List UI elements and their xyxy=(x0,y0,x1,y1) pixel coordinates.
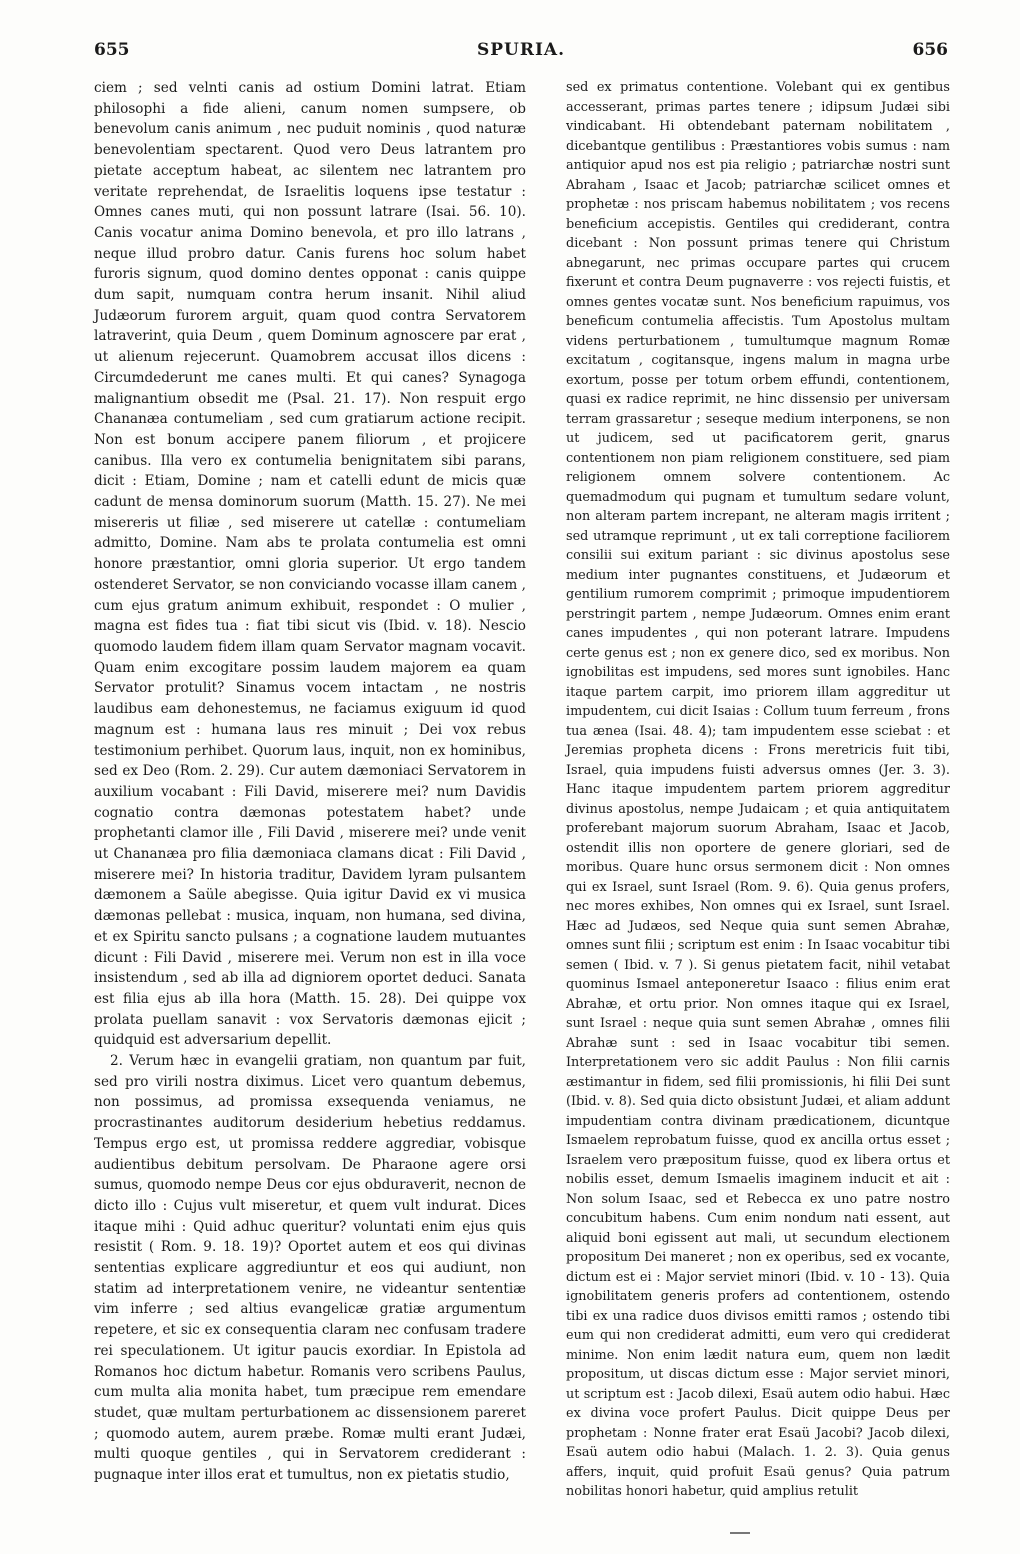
left-page-number: 655 xyxy=(94,40,130,60)
right-paragraph-1: sed ex primatus contentione. Volebant qui ex gentibus accesserant, primas partes tenere ; idipsum Judæi sibi vindicabant. Hi obtendebant paternam nobilitatem , dicebantque gentilibus : Præstantiores vobis sumus : nam antiquior apud nos est pia religio ; patriarchæ nostri sunt Abraham , Isaac et Jacob; patriarchæ scilicet omnes et prophetæ : nos priscam habemus nobilitatem ; vos recens beneficium accepistis. Gentiles qui crediderant, contra dicebant : Non possunt primas tenere qui Christum abnegarunt, nec primas occupare partes qui crucem fixerunt et contra Deum pugnaverre : vos rejecti fuistis, et omnes gentes vocatæ sunt. Nos beneficium rapuimus, vos beneficum contumelia affecistis. Tum Apostolus multam videns perturbationem , tumultumque magnum Romæ excitatum , cogitansque, ingens malum in magna urbe exortum, posse per totum orbem effundi, contentionem, quasi ex radice reprimit, ne hinc dissensio per universam terram grassaretur ; seseque medium interponens, se non ut judicem, sed ut pacificatorem gerit, gnarus contentionem non piam religionem constituere, sed piam religionem omnem solvere contentionem. Ac quemadmodum qui pugnam et tumultum sedare volunt, non alteram partem increpant, ne alteram magis irritent ; sed utramque reprimunt , ut ex tali correptione faciliorem consilii sui exitum pariant : sic divinus apostolus sese medium inter pugnantes constituens, et Judæorum et gentilium rumorem comprimit ; primoque impudentiorem perstringit partem , nempe Judæorum. Omnes enim erant canes impudentes , qui non poterant latrare. Impudens certe genus est ; non ex genere dico, sed ex moribus. Non ignobilitas est impudens, sed mores sunt ignobiles. Hanc itaque partem carpit, imo priorem illam aggreditur ut impudentem, cui dicit Isaias : Collum tuum ferreum , frons tua ænea (Isai. 48. 4); tam impudentem esse sciebat : et Jeremias propheta dicens : Frons meretricis fuit tibi, Israel, quia impudens fuisti adversus omnes (Jer. 3. 3). Hanc itaque impudentem partem priorem aggreditur divinus apostolus, nempe Judaicam ; et quia antiquitatem proferebant majorum suorum Abraham, Isaac et Jacob, ostendit illis non oportere de genere gloriari, sed de moribus. Quare hunc orsus sermonem dicit : Non omnes qui ex Israel, sunt Israel (Rom. 9. 6). Quia genus profers, nec mores exhibes, Non omnes qui ex Israel, sunt Israel. Hæc ad Judæos, sed Neque quia sunt semen Abrahæ, omnes sunt filii ; scriptum est enim : In Isaac vocabitur tibi semen ( Ibid. v. 7 ). Si genus pietatem facit, nihil vetabat quominus Ismael anteponeretur Isaaco : filius enim erat Abrahæ, et ortu prior. Non omnes itaque qui ex Israel, sunt Israel : neque quia sunt semen Abrahæ , omnes filii Abrahæ sunt : sed in Isaac vocabitur tibi semen. Interpretationem vero sic addit Paulus : Non filii carnis æstimantur in fidem, sed filii promissionis, hi filii Dei sunt (Ibid. v. 8). Sed quia dicto obsistunt Judæi, et aliam addunt impudentiam contra divinam prædicationem, dicuntque Ismaelem reprobatum fuisse, quod ex ancilla ortus esset ; Israelem vero præpositum fuisse, quod ex libera ortus et nobilis esset, demum Ismaelis imaginem inducit et ait : Non solum Isaac, sed et Rebecca ex uno patre nostro concubitum habens. Cum enim nondum nati essent, aut aliquid boni egissent aut mali, ut secundum electionem propositum Dei maneret ; non ex operibus, sed ex vocante, dictum est ei : Major serviet minori (Ibid. v. 10 - 13). Quia ignobilitatem generis profers ad contentionem, ostendo tibi ex una radice duos divisos emitti ramos ; ostendo tibi eum qui non crediderat admitti, eum vero qui crediderat minime. Non enim lædit natura eum, quem non lædit propositum, ut discas dictum esse : Major serviet minori, ut scriptum est : Jacob dilexi, Esaü autem odio habui. Hæc ex divina voce profert Paulus. Dicit quippe Deus per prophetam : Nonne frater erat Esaü Jacobi? Jacob dilexi, Esaü autem odio habui (Malach. 1. 2. 3). Quia genus affers, inquit, quid profuit Esaü genus? Quia patrum nobilitas honori habetur, quid amplius retulit xyxy=(566,80,950,1499)
left-paragraph-1: ciem ; sed velnti canis ad ostium Domini latrat. Etiam philosophi a fide alieni, canum nomen sumpsere, ob benevolum canis animum , nec puduit nominis , quod naturæ benevolentiam spectarent. Quod vero Deus latrantem pro pietate acceptum habeat, ac silentem nec latrantem pro veritate reprehendat, de Israelitis loquens ipse testatur : Omnes canes muti, qui non possunt latrare (Isai. 56. 10). Canis vocatur anima Domino benevola, et pro illo latrans , neque illud probro datur. Canis furens hoc solum habet furoris signum, quod domino dentes opponat : canis quippe dum sapit, numquam contra herum insanit. Nihil aliud Judæorum furorem arguit, quam quod contra Servatorem latraverint, quia Deum , quem Dominum agnoscere par erat , ut alienum rejecerunt. Quamobrem accusat illos dicens : Circumdederunt me canes multi. Et qui canes? Synagoga malignantium obsedit me (Psal. 21. 17). Non respuit ergo Chananæa contumeliam , sed cum gratiarum actione recipit. Non est bonum accipere panem filiorum , et projicere canibus. Illa vero ex contumelia benignitatem sibi parans, dicit : Etiam, Domine ; nam et catelli edunt de micis quæ cadunt de mensa dominorum suorum (Matth. 15. 27). Ne mei misereris ut filiæ , sed miserere ut catellæ : contumeliam admitto, Domine. Nam abs te prolata contumelia est omni honore præstantior, omni gloria superior. Ut ergo tandem ostenderet Servator, se non conviciando vocasse illam canem , cum ejus gratum animum exhibuit, respondet : O mulier , magna est fides tua : fiat tibi sicut vis (Ibid. v. 18). Nescio quomodo laudem fidem illam quam Servator magnam vocavit. Quam enim excogitare possim laudem majorem ea quam Servator protulit? Sinamus vocem intactam , ne nostris laudibus eam dehonestemus, ne faciamus exiguum id quod magnum est : humana laus res minuit ; Dei vox rebus testimonium perhibet. Quorum laus, inquit, non ex hominibus, sed ex Deo (Rom. 2. 29). Cur autem dæmoniaci Servatorem in auxilium vocabant : Fili David, miserere mei? num Davidis cognatio contra dæmonas potestatem habet? unde prophetanti clamor ille , Fili David , miserere mei? unde venit ut Chananæa pro filia dæmoniaca clamans dicat : Fili David , miserere mei? In historia traditur, Davidem lyram pulsantem dæmonem a Saüle abegisse. Quia igitur David ex vi musica dæmonas pellebat : musica, inquam, non humana, sed divina, et ex Spiritu sancto pulsans ; a cognatione laudem mutuantes dicunt : Fili David , miserere mei. Verum non est in illa voce insistendum , sed ab illa ad digniorem oportet deduci. Sanata est filia ejus ab illa hora (Matth. 15. 28). Dei quippe vox prolata puellam sanavit : vox Servatoris dæmonas ejicit ; quidquid est adversarium depellit. xyxy=(94,80,526,1049)
left-column xyxy=(94,78,526,1486)
page-header xyxy=(94,40,948,70)
left-paragraph-2: 2. Verum hæc in evangelii gratiam, non quantum par fuit, sed pro virili nostra diximus. Licet vero quantum debemus, non possimus, ad promissa exsequenda veniamus, ne procrastinantes auditorum desiderium hebetius reddamus. Tempus ergo est, ut promissa reddere aggrediar, vobisque audientibus debitum persolvam. De Pharaone agere orsi sumus, quomodo nempe Deus cor ejus obduraverit, necnon de dicto illo : Cujus vult miseretur, et quem vult indurat. Dices itaque mihi : Quid adhuc queritur? voluntati enim ejus quis resistit ( Rom. 9. 18. 19)? Oportet autem et eos qui divinas sententias explicare aggrediuntur et eos qui audiunt, non statim ad interpretationem venire, ne videantur sententiæ vim inferre ; sed altius evangelicæ gratiæ argumentum repetere, et sic ex consequentia claram nec confusam tradere rei speculationem. Ut igitur paucis exordiar. In Epistola ad Romanos hoc dictum habetur. Romanis vero scribens Paulus, cum multa alia monita habet, tum præcipue rem emendare studet, quæ multam perturbationem ac dissensionem pareret ; quomodo autem, aurem præbe. Romæ multi erant Judæi, multi quoque gentiles , qui in Servatorem crediderant : pugnaque inter illos erat et tumultus, non ex pietatis studio, xyxy=(94,1053,526,1484)
right-page-number: 656 xyxy=(912,40,948,60)
running-title: SPURIA. xyxy=(476,40,566,60)
right-column xyxy=(566,78,950,1502)
footer-rule xyxy=(730,1532,750,1534)
